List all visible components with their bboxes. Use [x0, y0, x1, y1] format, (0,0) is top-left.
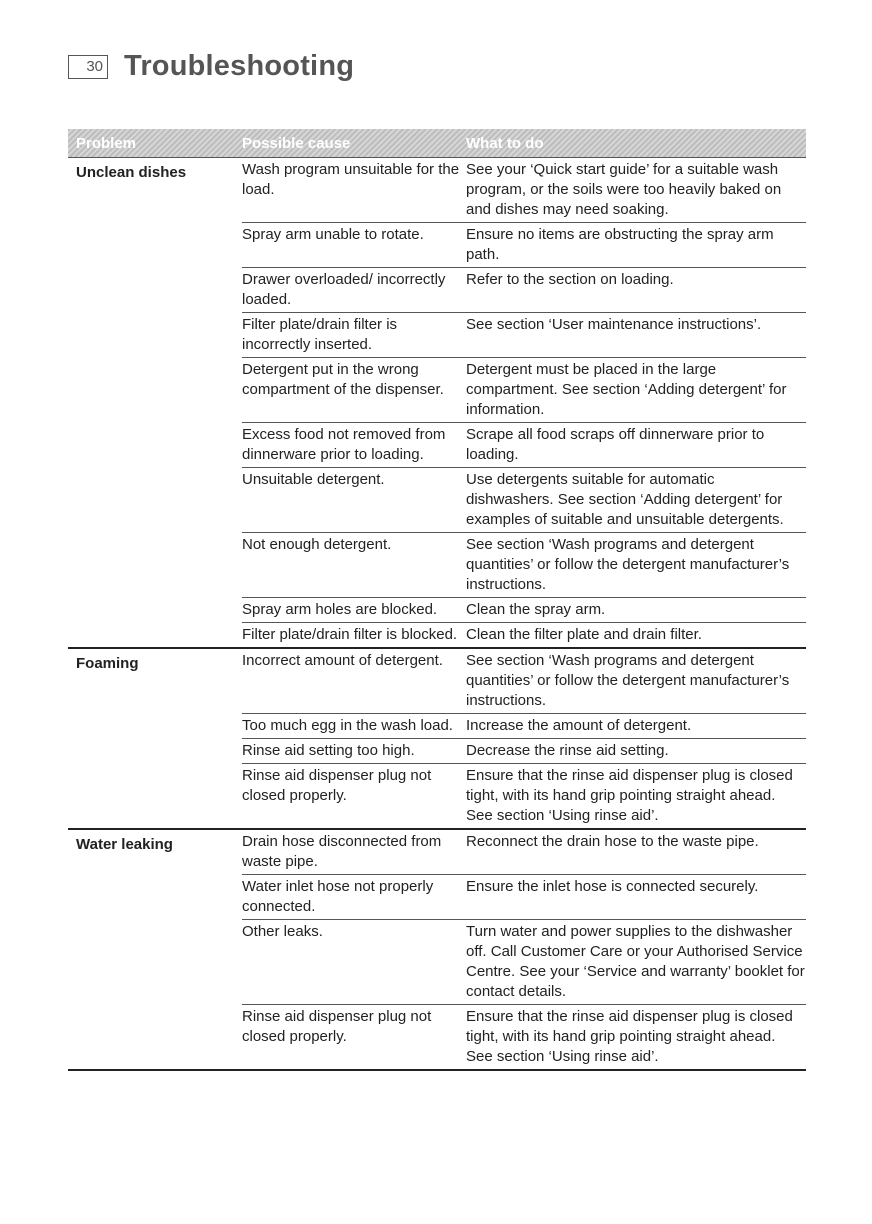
action-cell: See section ‘Wash programs and detergent quantities’ or follow the detergent manufacturer’s instructions.	[466, 536, 790, 593]
cause-cell: Rinse aid dispenser plug not closed properly.	[242, 1008, 432, 1045]
table-row	[242, 714, 806, 739]
cause-cell: Drain hose disconnected from waste pipe.	[242, 833, 442, 870]
cause-cell: Filter plate/drain filter is incorrectly inserted.	[242, 316, 398, 353]
action-cell: Reconnect the drain hose to the waste pipe.	[466, 833, 759, 850]
table-row	[242, 358, 806, 423]
column-header-cause: Possible cause	[242, 134, 351, 152]
troubleshooting-table	[68, 129, 806, 1071]
table-row	[242, 764, 806, 828]
action-cell: See your ‘Quick start guide’ for a suitable wash program, or the soils were too heavily baked on and dishes may need soaking.	[466, 161, 782, 218]
problem-label: Unclean dishes	[76, 164, 187, 181]
action-cell: Detergent must be placed in the large compartment. See section ‘Adding detergent’ for information.	[466, 361, 787, 418]
table-row	[242, 223, 806, 268]
action-cell: Ensure that the rinse aid dispenser plug is closed tight, with its hand grip pointing straight ahead. See section ‘Using rinse aid’.	[466, 1008, 793, 1065]
cause-cell: Rinse aid setting too high.	[242, 742, 415, 759]
cause-cell: Filter plate/drain filter is blocked.	[242, 626, 458, 643]
cause-cell: Not enough detergent.	[242, 536, 392, 553]
cause-cell: Excess food not removed from dinnerware prior to loading.	[242, 426, 446, 463]
action-cell: Increase the amount of detergent.	[466, 717, 692, 734]
cause-cell: Too much egg in the wash load.	[242, 717, 453, 734]
cause-cell: Wash program unsuitable for the load.	[242, 161, 460, 198]
cause-cell: Incorrect amount of detergent.	[242, 652, 443, 669]
table-row	[242, 1005, 806, 1069]
cause-cell: Detergent put in the wrong compartment of the dispenser.	[242, 361, 444, 398]
action-cell: See section ‘Wash programs and detergent quantities’ or follow the detergent manufacturer’s instructions.	[466, 652, 790, 709]
table-row	[242, 649, 806, 714]
table-row	[242, 313, 806, 358]
action-cell: Refer to the section on loading.	[466, 271, 674, 288]
table-row	[242, 623, 806, 647]
table-row	[242, 830, 806, 875]
table-row	[242, 598, 806, 623]
action-cell: Turn water and power supplies to the dishwasher off. Call Customer Care or your Authorised Service Centre. See your ‘Service and warranty’ booklet for contact details.	[466, 923, 805, 1000]
page-number: 30	[68, 55, 108, 79]
cause-cell: Rinse aid dispenser plug not closed properly.	[242, 767, 432, 804]
table-row	[242, 920, 806, 1005]
table-row	[242, 468, 806, 533]
action-cell: Clean the spray arm.	[466, 601, 606, 618]
column-header-problem: Problem	[76, 134, 137, 152]
table-row	[242, 268, 806, 313]
cause-cell: Spray arm unable to rotate.	[242, 226, 424, 243]
cause-cell: Unsuitable detergent.	[242, 471, 385, 488]
table-row	[242, 739, 806, 764]
cause-cell: Spray arm holes are blocked.	[242, 601, 438, 618]
page-title: Troubleshooting	[124, 50, 355, 82]
problem-group-water-leaking	[68, 830, 806, 1071]
cause-cell: Water inlet hose not properly connected.	[242, 878, 434, 915]
table-row	[242, 158, 806, 223]
table-header	[68, 129, 806, 158]
action-cell: See section ‘User maintenance instructions’.	[466, 316, 762, 333]
cause-cell: Drawer overloaded/ incorrectly loaded.	[242, 271, 446, 308]
problem-group-unclean-dishes	[68, 158, 806, 649]
action-cell: Use detergents suitable for automatic dishwashers. See section ‘Adding detergent’ for examples of suitable and unsuitable detergents.	[466, 471, 784, 528]
table-row	[242, 533, 806, 598]
problem-label: Water leaking	[76, 836, 173, 853]
action-cell: Ensure no items are obstructing the spray arm path.	[466, 226, 774, 263]
action-cell: Scrape all food scraps off dinnerware prior to loading.	[466, 426, 765, 463]
problem-label: Foaming	[76, 655, 139, 672]
page-header	[68, 50, 354, 83]
table-row	[242, 423, 806, 468]
action-cell: Decrease the rinse aid setting.	[466, 742, 669, 759]
column-header-action: What to do	[466, 134, 544, 152]
table-row	[242, 875, 806, 920]
cause-cell: Other leaks.	[242, 923, 323, 940]
action-cell: Ensure that the rinse aid dispenser plug is closed tight, with its hand grip pointing straight ahead. See section ‘Using rinse aid’.	[466, 767, 793, 824]
problem-group-foaming	[68, 649, 806, 830]
action-cell: Clean the filter plate and drain filter.	[466, 626, 702, 643]
action-cell: Ensure the inlet hose is connected securely.	[466, 878, 759, 895]
